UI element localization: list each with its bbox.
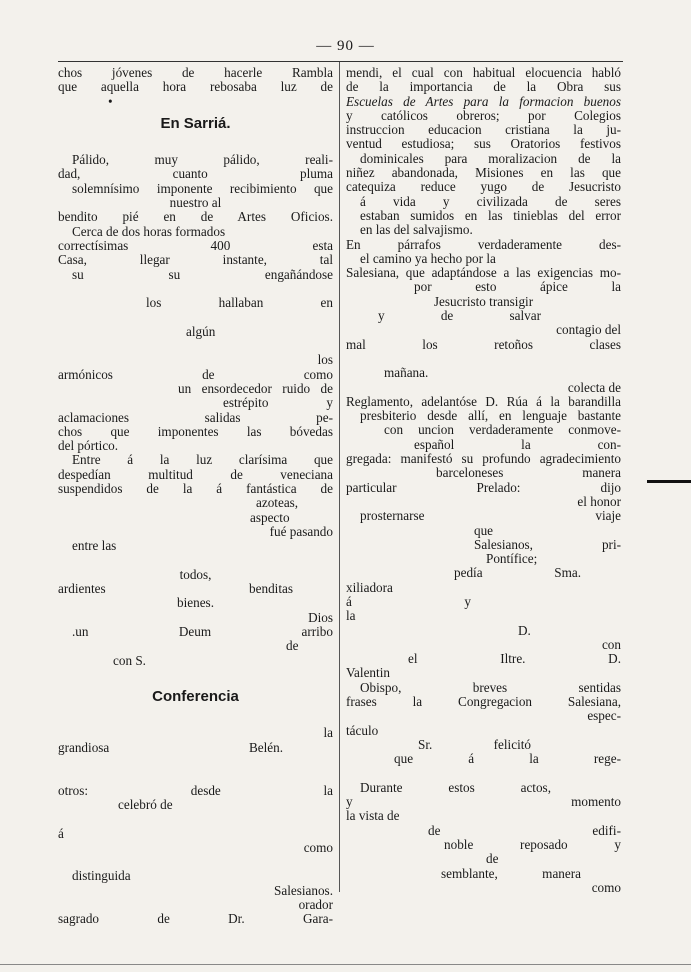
text-line: entre las [72, 539, 117, 554]
text-line: aspecto [250, 510, 290, 525]
text-line: chos jóvenes de hacerle Rambla [58, 66, 333, 80]
text-line: y católicos obreros; por Colegios [346, 108, 621, 123]
page-edge-mark [647, 480, 691, 483]
text-line: distinguida [72, 869, 131, 884]
text-line: y de salvar [378, 309, 541, 324]
column-divider [339, 62, 340, 892]
text-line: Durante estos actos, [360, 780, 551, 795]
text-line: espec- [587, 709, 621, 724]
text-line: barceloneses manera [436, 466, 621, 481]
text-line: semblante, manera [441, 866, 581, 881]
right-column [346, 66, 621, 895]
text-line: aclamaciones salidas pe- [58, 410, 333, 425]
text-line: que [473, 523, 494, 538]
text-line: Cerca de dos horas formados [72, 224, 226, 239]
text-line: con [601, 637, 621, 652]
text-line: que aquella hora rebosaba luz de [58, 80, 333, 95]
text-line: solemnísimo imponente recibimiento que [72, 181, 333, 196]
text-line: Casa, llegar instante, tal [58, 253, 333, 268]
text-line: suspendidos de la á fantástica de [58, 482, 333, 497]
text-line: dad, cuanto pluma [58, 167, 333, 182]
text-line: algún [186, 324, 216, 339]
text-line: Obispo, breves sentidas [360, 680, 621, 695]
blank-line [346, 767, 621, 781]
blank-line [58, 554, 333, 568]
header-rule [58, 61, 623, 62]
text-line: á [58, 826, 64, 841]
text-line: nuestro al [169, 196, 222, 211]
text-line: prosternarse viaje [360, 509, 621, 524]
text-line: todos, [179, 567, 212, 582]
page-number: — 90 — [316, 38, 375, 54]
left-column [58, 66, 333, 927]
text-line: Salesiana, que adaptándose a las exigencias mo- [346, 266, 621, 281]
blank-line [58, 812, 333, 826]
text-line: de [286, 639, 299, 654]
text-line: de la importancia de la Obra sus [346, 80, 621, 95]
text-line: celebró de [118, 797, 173, 812]
text-line: con uncion verdaderamente conmove- [384, 423, 621, 438]
text-line: Escuelas de Artes para la formacion buenos [346, 94, 621, 109]
text-line: como [303, 840, 333, 855]
text-line: la [346, 609, 356, 624]
text-line: de [486, 852, 499, 867]
text-line: ventud estudiosa; sus Oratorios festivos [346, 137, 621, 152]
blank-line [58, 139, 333, 153]
text-line: contagio del [556, 323, 621, 338]
text-line: bendito pié en de Artes Oficios. [58, 210, 333, 225]
text-line: grandiosa Belén. [58, 740, 283, 755]
section-heading: En Sarriá. [160, 114, 231, 132]
text-line: bienes. [177, 596, 214, 611]
text-line: la vista de [346, 809, 400, 824]
blank-line [58, 282, 333, 296]
text-line: español la con- [414, 437, 621, 452]
text-line: Pontífice; [486, 552, 538, 567]
text-line: de edifi- [428, 823, 621, 838]
bullet-mark: • [108, 94, 113, 109]
blank-line [58, 712, 333, 726]
text-line: un ensordecedor ruido de [178, 381, 333, 396]
section-heading: Conferencia [152, 688, 239, 706]
text-line: Pálido, muy pálido, reali- [72, 153, 333, 168]
blank-line [58, 769, 333, 783]
text-line: y momento [346, 795, 621, 810]
text-line: por esto ápice la [414, 280, 621, 295]
text-line: instruccion educacion cristiana la ju- [346, 123, 621, 138]
text-line: el honor [577, 494, 621, 509]
text-line: despedían multitud de veneciana [58, 467, 333, 482]
text-line: Salesianos. [274, 883, 333, 898]
text-line: .un Deum arribo [72, 624, 333, 639]
text-line: noble reposado y [444, 838, 621, 853]
text-line: colecta de [567, 380, 621, 395]
footer-rule [0, 964, 691, 965]
text-line: Dios [308, 610, 333, 625]
text-line: los [317, 353, 333, 368]
text-line: á y [346, 594, 471, 609]
text-line: Reglamento, adelantóse D. Rúa á la barandilla [346, 394, 621, 409]
text-line: en las del salvajismo. [360, 223, 473, 238]
text-line: la [323, 726, 333, 741]
text-line: con S. [113, 653, 146, 668]
text-line: que á la rege- [394, 752, 621, 767]
text-line: táculo [346, 723, 379, 738]
text-line: frases la Congregacion Salesiana, [346, 695, 621, 710]
text-line: Salesianos, pri- [474, 537, 621, 552]
text-line: como [591, 880, 621, 895]
text-line: xiliadora [346, 580, 393, 595]
text-line: dominicales para moralizacion de la [360, 151, 621, 166]
text-line: Sr. felicitó [418, 737, 531, 752]
text-line: particular Prelado: dijo [346, 480, 621, 495]
text-line: armónicos de como [58, 367, 333, 382]
blank-line [58, 310, 333, 324]
text-line: el camino ya hecho por la [360, 251, 496, 266]
text-line: del pórtico. [58, 439, 119, 454]
text-line: estaban sumidos en las tinieblas del error [360, 208, 621, 223]
text-line: D. [518, 623, 531, 638]
text-line: gregada: manifestó su profundo agradecimiento [346, 452, 621, 467]
text-line: sagrado de Dr. Gara- [58, 912, 333, 927]
text-line: el Iltre. D. [408, 652, 621, 667]
text-line: mal los retoños clases [346, 337, 621, 352]
blank-line [346, 352, 621, 366]
blank-line [58, 855, 333, 869]
text-line: mendi, el cual con habitual elocuencia habló [346, 66, 621, 80]
text-line: fué pasando [269, 524, 333, 539]
text-line: mañana. [384, 366, 429, 381]
text-line: niñez abandonada, Misiones en las que [346, 166, 621, 181]
text-line: otros: desde la [58, 783, 333, 798]
text-line: su su engañándose [72, 267, 333, 282]
text-line: En párrafos verdaderamente des- [346, 237, 621, 252]
text-line: orador [298, 898, 333, 913]
blank-line [58, 755, 333, 769]
text-line: Entre á la luz clarísima que [72, 453, 333, 468]
blank-line [58, 339, 333, 353]
text-line: azoteas, [256, 496, 299, 511]
text-line: chos que imponentes las bóvedas [58, 424, 333, 439]
text-line: Jesucristo transigir [433, 294, 534, 309]
text-line: estrépito y [223, 396, 333, 411]
text-line: pedía Sma. [454, 566, 581, 581]
text-line: Valentin [346, 666, 390, 681]
text-line: ardientes benditas [58, 582, 293, 597]
text-line: á vida y civilizada de seres [360, 194, 621, 209]
text-line: correctísimas 400 esta [58, 238, 333, 253]
text-line: presbiterio desde allí, en lenguaje bastante [360, 409, 621, 424]
text-line: catequiza reduce yugo de Jesucristo [346, 180, 621, 195]
blank-line [58, 668, 333, 682]
text-line: los hallaban en [146, 296, 333, 311]
